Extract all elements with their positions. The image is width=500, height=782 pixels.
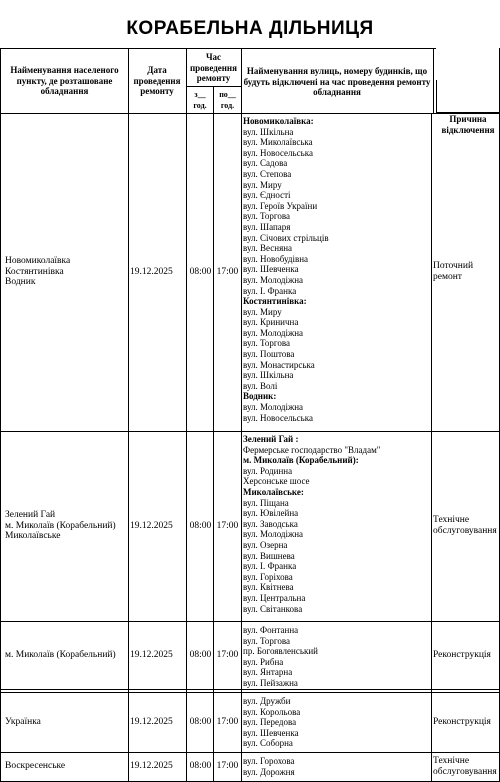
row-reason: Реконструкція: [433, 716, 491, 727]
street-item: Херсонське шосе: [243, 476, 310, 487]
street-group-heading: м. Миколаїв (Корабельний):: [243, 455, 359, 466]
street-item: вул. І. Франка: [243, 285, 297, 296]
street-item: вул. Новосельська: [243, 412, 313, 423]
row-time-to: 17:00: [216, 716, 239, 727]
street-item: вул. Новобудівна: [243, 253, 309, 264]
row-locality: [5, 431, 127, 621]
row-locality: [5, 621, 127, 689]
street-group-heading: Зелений Гай :: [243, 434, 299, 444]
row-time-from: 08:00: [189, 761, 212, 772]
street-group-heading: Новомиколаївка:: [243, 116, 314, 126]
row-locality: [5, 113, 127, 431]
street-item: вул. Передова: [243, 717, 297, 728]
street-item: вул. Квітнева: [243, 582, 294, 593]
row-locality: [5, 752, 127, 781]
street-item: вул. Героїв України: [243, 200, 318, 211]
street-item: вул. Ювілейна: [243, 508, 299, 519]
header-time: Час проведення ремонту: [190, 52, 237, 83]
street-group-heading: Костянтинівка:: [243, 296, 307, 307]
locality-name: Зелений Гай: [5, 510, 56, 521]
header-reason: Причина відключення: [441, 114, 495, 135]
street-item: вул. Озерна: [243, 539, 288, 550]
street-item: вул. Кринична: [243, 317, 299, 328]
street-item: Фермерське господарство "Владам": [243, 444, 381, 455]
row-date: 19.12.2025: [130, 716, 173, 727]
row-time-to: 17:00: [216, 520, 239, 531]
street-item: вул. Торгова: [243, 338, 290, 349]
street-item: вул. Монастирська: [243, 359, 315, 370]
street-item: вул. Вишнева: [243, 550, 295, 561]
street-item: вул. Рибна: [243, 656, 284, 667]
street-item: вул. Дорожня: [243, 766, 295, 777]
row-date: 19.12.2025: [130, 520, 173, 531]
row-reason: Поточний ремонт: [433, 261, 474, 282]
row-time-to: 17:00: [216, 266, 239, 277]
row-streets-list: [243, 625, 318, 689]
page-title: КОРАБЕЛЬНА ДІЛЬНИЦЯ: [126, 18, 374, 39]
street-item: вул. Шкільна: [243, 126, 294, 137]
row-streets-list: [243, 756, 295, 777]
street-item: вул. Молодіжна: [243, 274, 304, 285]
street-item: вул. Миколаївська: [243, 137, 313, 148]
street-item: вул. Торгова: [243, 211, 290, 222]
street-item: вул. Садова: [243, 158, 288, 169]
street-item: вул. Пейзажна: [243, 677, 298, 688]
locality-name: м. Миколаїв (Корабельний): [5, 649, 116, 660]
row-reason: Технічне обслуговування: [433, 755, 497, 777]
street-item: вул. Центральна: [243, 592, 306, 603]
street-item: вул. Горіхова: [243, 571, 293, 582]
row-date: 19.12.2025: [130, 649, 173, 660]
row-time-from: 08:00: [189, 520, 212, 531]
street-item: вул. І. Франка: [243, 561, 297, 572]
locality-name: Костянтинівка: [5, 266, 64, 277]
header-streets: Найменування вулиць, номеру будинків, що будуть відключені на час проведення ремонту обладнання: [243, 66, 431, 97]
street-item: вул. Дружби: [243, 696, 291, 706]
street-item: вул. Горохова: [243, 756, 295, 766]
street-item: вул. Фонтанна: [243, 625, 299, 635]
row-time-from: 08:00: [189, 266, 212, 277]
row-time-to: 17:00: [216, 761, 239, 772]
row-time-from: 08:00: [189, 649, 212, 660]
row-time-to: 17:00: [216, 649, 239, 660]
street-item: вул. Торгова: [243, 635, 290, 646]
header-time-from: з__ год.: [193, 90, 207, 110]
row-reason: Технічне обслуговування: [433, 515, 497, 536]
row-time-from: 08:00: [189, 716, 212, 727]
street-group-heading: Миколаївське:: [243, 486, 304, 497]
street-item: вул. Єдності: [243, 190, 291, 201]
street-item: вул. Степова: [243, 168, 292, 179]
street-item: вул. Миру: [243, 179, 282, 190]
street-group-heading: Водник:: [243, 391, 277, 402]
street-item: вул. Січових стрільців: [243, 232, 329, 243]
street-item: вул. Миру: [243, 306, 282, 317]
row-date: 19.12.2025: [130, 266, 173, 277]
locality-name: Водник: [5, 277, 36, 288]
street-item: вул. Родинна: [243, 465, 293, 476]
street-item: вул. Корольова: [243, 706, 301, 717]
locality-name: Воскресенське: [5, 761, 66, 772]
header-locality: Найменування населеного пункту, де розташоване обладнання: [10, 65, 119, 97]
street-item: вул. Весняна: [243, 243, 293, 254]
street-item: вул. Поштова: [243, 349, 295, 360]
row-date: 19.12.2025: [130, 761, 173, 772]
street-item: вул. Шевченка: [243, 727, 299, 738]
street-item: вул. Молодіжна: [243, 402, 304, 413]
street-item: вул. Молодіжна: [243, 327, 304, 338]
street-item: вул. Янтарна: [243, 667, 293, 678]
street-item: вул. Соборна: [243, 738, 293, 749]
header-time-to: по__ год.: [219, 90, 236, 110]
header-date: Дата проведення ремонту: [133, 65, 181, 97]
street-item: вул. Світанкова: [243, 603, 303, 614]
locality-name: Миколаївське: [5, 531, 61, 542]
locality-name: м. Миколаїв (Корабельний): [5, 520, 116, 531]
locality-name: Українка: [5, 716, 41, 727]
row-streets-list: [243, 696, 300, 749]
row-locality: [5, 692, 127, 752]
street-item: вул. Шевченка: [243, 264, 299, 275]
street-item: вул. Волі: [243, 380, 278, 391]
street-item: вул. Шапаря: [243, 221, 291, 232]
street-item: вул. Заводська: [243, 518, 298, 529]
street-item: вул. Молодіжна: [243, 529, 304, 540]
row-streets-list: [243, 116, 329, 423]
street-item: вул. Шкільна: [243, 370, 294, 381]
street-item: вул. Новосельська: [243, 147, 313, 158]
row-streets-list: [243, 434, 380, 614]
row-reason: Реконструкція: [433, 649, 491, 660]
street-item: пр. Богоявленський: [243, 646, 318, 657]
street-item: вул. Піщана: [243, 497, 289, 508]
locality-name: Новомиколаївка: [5, 256, 71, 267]
